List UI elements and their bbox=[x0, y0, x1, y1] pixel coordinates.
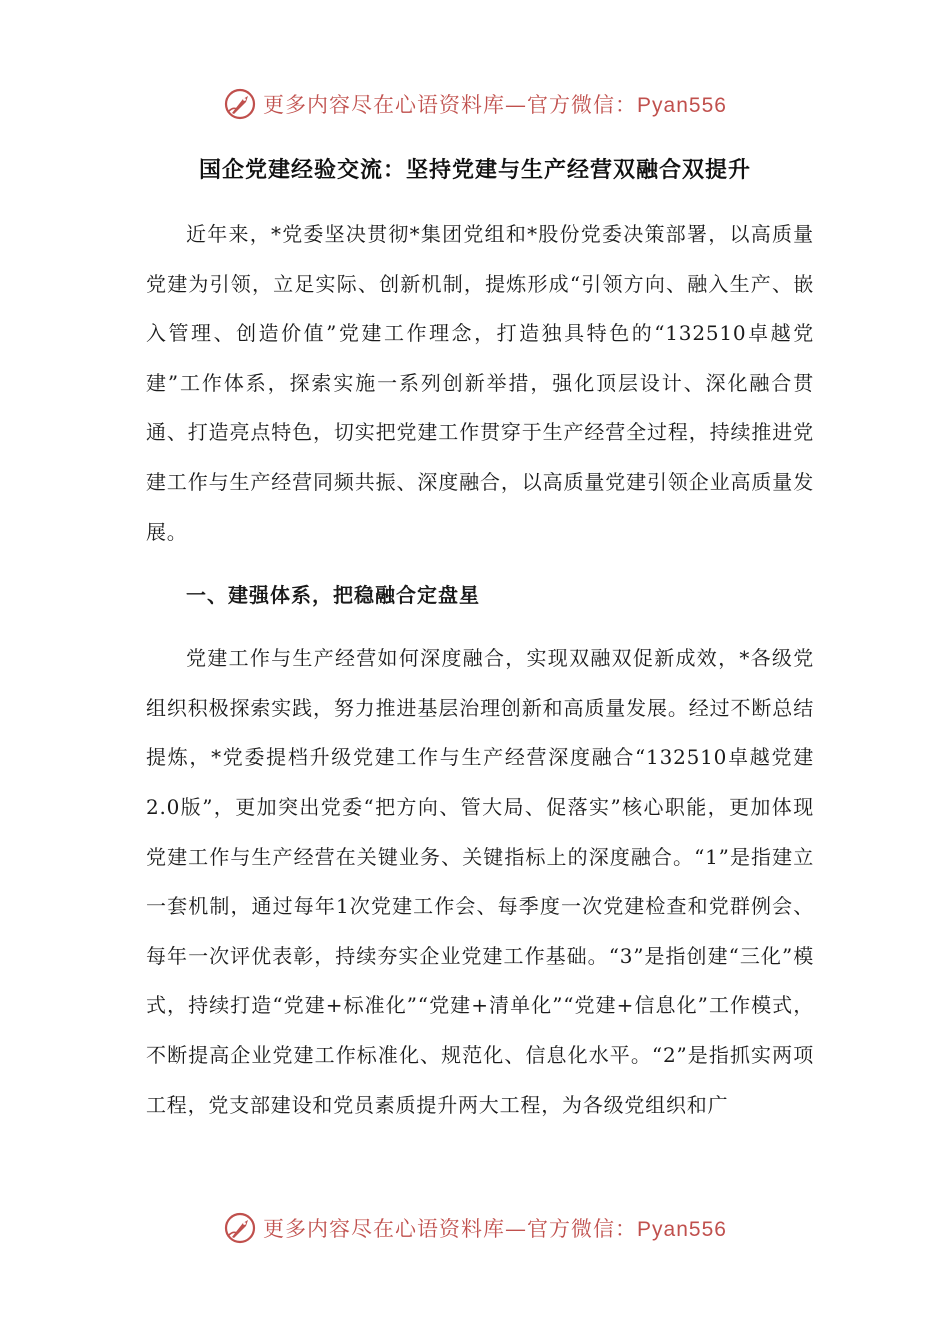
banner-main: 更多内容尽在心语资料库 bbox=[263, 93, 506, 117]
document-title: 国企党建经验交流：坚持党建与生产经营双融合双提升 bbox=[198, 158, 751, 183]
banner-dash: — bbox=[505, 1217, 528, 1241]
document-body bbox=[146, 210, 814, 1130]
section-heading: 一、建强体系，把稳融合定盘星 bbox=[186, 583, 480, 608]
banner-text bbox=[263, 89, 727, 119]
banner-text bbox=[263, 1213, 727, 1243]
section-paragraph: 党建工作与生产经营如何深度融合，实现双融双促新成效，*各级党组织积极探索实践，努力推进基层治理创新和高质量发展。经过不断总结提炼，*党委提档升级党建工作与生产经营深度融合“132510卓越党建2.0版”，更加突出党委“把方向、管大局、促落实”核心职能，更加体现党建工作与生产经营在关键业务、关键指标上的深度融合。“1”是指建立一套机制，通过每年1次党建工作会、每季度一次党建检查和党群例会、每年一次评优表彰，持续夯实企业党建工作基础。“3”是指创建“三化”模式，持续打造“党建+标准化”“党建+清单化”“党建+信息化”工作模式，不断提高企业党建工作标准化、规范化、信息化水平。“2”是指抓实两项工程，党支部建设和党员素质提升两大工程，为各级党组织和广 bbox=[146, 646, 814, 1117]
intro-paragraph: 近年来，*党委坚决贯彻*集团党组和*股份党委决策部署，以高质量党建为引领，立足实际、创新机制，提炼形成“引领方向、融入生产、嵌入管理、创造价值”党建工作理念，打造独具特色的“132510卓越党建”工作体系，探索实施一系列创新举措，强化顶层设计、深化融合贯通、打造亮点特色，切实把党建工作贯穿于生产经营全过程，持续推进党建工作与生产经营同频共振、深度融合，以高质量党建引领企业高质量发展。 bbox=[146, 222, 814, 544]
header-banner bbox=[0, 84, 950, 124]
banner-wechat-id: Pyan556 bbox=[637, 1218, 727, 1241]
pen-nib-logo-icon bbox=[223, 1211, 257, 1245]
banner-main: 更多内容尽在心语资料库 bbox=[263, 1217, 506, 1241]
pen-nib-logo-icon bbox=[223, 87, 257, 121]
footer-banner bbox=[0, 1208, 950, 1248]
banner-wechat-id: Pyan556 bbox=[637, 94, 727, 117]
banner-dash: — bbox=[505, 93, 528, 117]
banner-contact: 官方微信： bbox=[527, 1217, 638, 1241]
banner-contact: 官方微信： bbox=[527, 93, 638, 117]
